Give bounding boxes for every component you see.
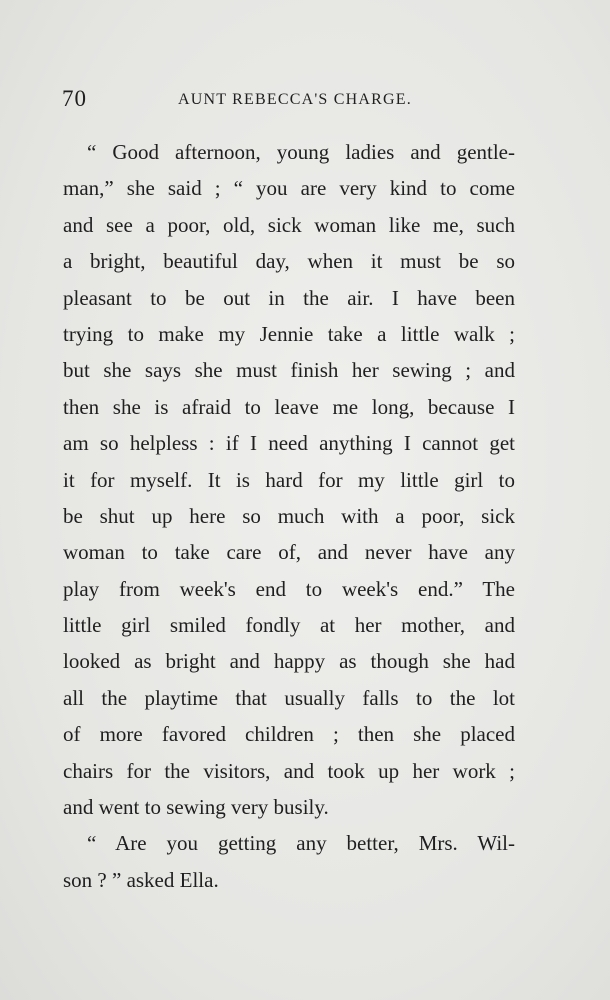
text-line: of more favored children ; then she placed: [63, 722, 515, 747]
body-text: [63, 134, 515, 898]
text-line: chairs for the visitors, and took up her work ;: [63, 758, 515, 783]
text-line: then she is afraid to leave me long, because I: [63, 394, 515, 419]
text-line: woman to take care of, and never have any: [63, 540, 515, 565]
text-line: and went to sewing very busily.: [63, 795, 329, 820]
text-line: a bright, beautiful day, when it must be so: [63, 249, 515, 274]
text-line: all the playtime that usually falls to the lot: [63, 685, 515, 710]
text-line: be shut up here so much with a poor, sick: [63, 503, 515, 528]
text-line: and see a poor, old, sick woman like me, such: [63, 212, 515, 237]
text-line: am so helpless : if I need anything I cannot get: [63, 431, 515, 456]
text-line: it for myself. It is hard for my little girl to: [63, 467, 515, 492]
page-number: 70: [62, 86, 87, 111]
text-line: “ Good afternoon, young ladies and gentle-: [87, 140, 515, 164]
text-line: looked as bright and happy as though she had: [63, 649, 515, 674]
text-line: but she says she must finish her sewing ; and: [63, 358, 515, 383]
text-line: trying to make my Jennie take a little walk ;: [63, 321, 515, 346]
text-line: man,” she said ; “ you are very kind to come: [63, 176, 515, 201]
text-line: play from week's end to week's end.” The: [63, 576, 515, 601]
text-line: little girl smiled fondly at her mother, and: [63, 613, 515, 638]
text-line: “ Are you getting any better, Mrs. Wil-: [87, 831, 515, 856]
text-line: son ? ” asked Ella.: [63, 867, 219, 892]
running-title: AUNT REBECCA'S CHARGE.: [178, 91, 412, 108]
text-line: pleasant to be out in the air. I have been: [63, 285, 515, 310]
